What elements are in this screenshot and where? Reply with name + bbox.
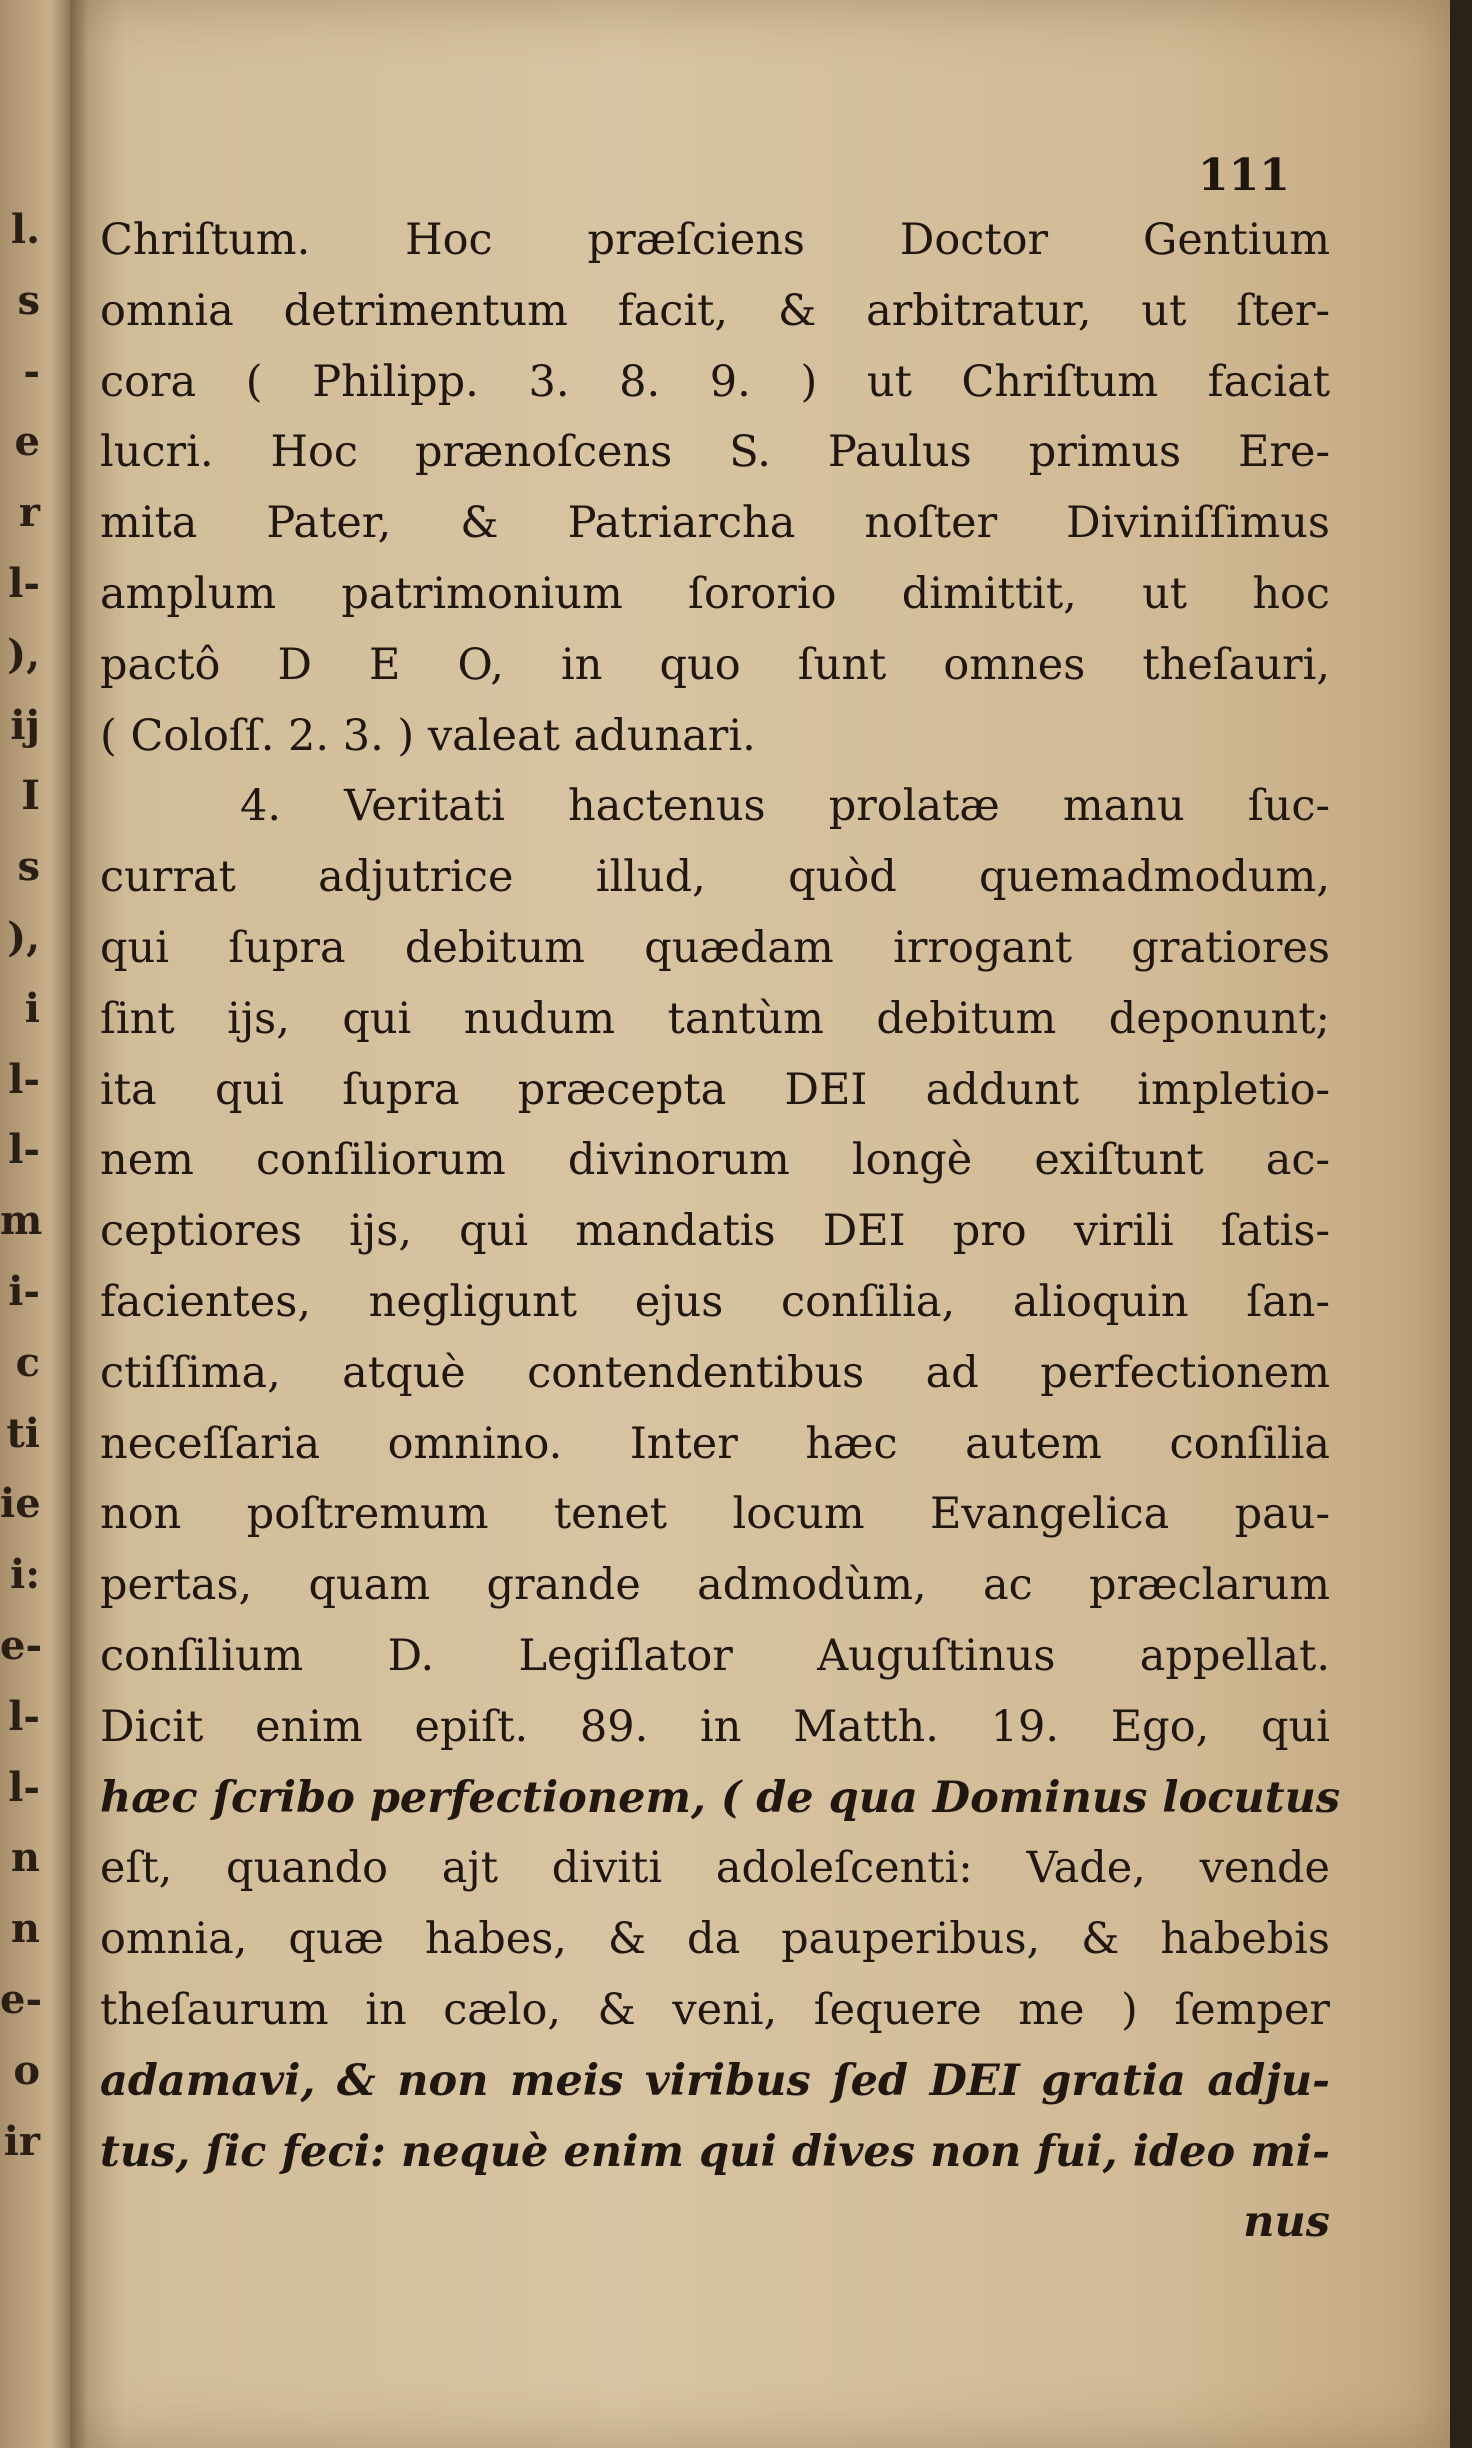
text-line: lucri. Hoc prænoſcens S. Paulus primus Ere- <box>100 427 1330 478</box>
left-page-fragment: n <box>10 1905 40 1953</box>
left-page-fragment: l. <box>10 206 40 253</box>
text-line: facientes, negligunt ejus conſilia, alioquin ſan- <box>100 1276 1330 1327</box>
left-page-fragment: ), <box>7 914 40 961</box>
left-page-fragment: e <box>14 418 40 466</box>
page-gutter-shadow <box>70 0 88 2448</box>
left-page-fragment: i: <box>10 1551 40 1599</box>
left-page-fragment: l- <box>8 1692 40 1740</box>
text-line: ctiſſima, atquè contendentibus ad perfectionem <box>100 1347 1330 1398</box>
italic-quote-line: hæc ſcribo perfectionem, ( de qua Dominus locutus <box>100 1772 1341 1823</box>
text-line: ſint ijs, qui nudum tantùm debitum deponunt; <box>100 993 1330 1044</box>
left-page-edge <box>0 0 72 2448</box>
left-page-fragment: c <box>15 1338 40 1386</box>
left-page-fragment: l- <box>8 1763 40 1811</box>
text-line: cora ( Philipp. 3. 8. 9. ) ut Chriſtum faciat <box>100 356 1330 407</box>
left-page-fragment: o <box>13 2046 40 2094</box>
left-page-fragment: ti <box>6 1409 40 1457</box>
paragraph-start-line: 4. Veritati hactenus prolatæ manu ſuc- <box>240 781 1330 832</box>
left-page-fragment: i- <box>8 1268 40 1315</box>
catchword: nus <box>1243 2197 1330 2248</box>
page-text <box>100 205 1341 2258</box>
text-line: nem conſiliorum divinorum longè exiſtunt ac- <box>100 1135 1330 1186</box>
left-page-fragment: r <box>18 489 40 537</box>
text-line: ( Coloſſ. 2. 3. ) valeat adunari. <box>100 710 756 761</box>
text-line: mita Pater, & Patriarcha noſter Diviniſſimus <box>100 498 1330 549</box>
right-edge <box>1450 0 1472 2448</box>
left-page-fragment: n <box>10 1834 40 1882</box>
text-line: omnia, quæ habes, & da pauperibus, & habebis <box>100 1914 1330 1965</box>
text-line: qui ſupra debitum quædam irrogant gratiores <box>100 922 1330 973</box>
left-page-fragment: I <box>21 772 40 820</box>
left-page-fragment: ie <box>0 1480 41 1528</box>
text-line: ceptiores ijs, qui mandatis DEI pro virili ſatis- <box>100 1206 1330 1257</box>
text-line: pactô D E O, in quo ſunt omnes theſauri, <box>100 639 1330 690</box>
left-page-fragment: l- <box>8 560 40 607</box>
text-line: ita qui ſupra præcepta DEI addunt impletio- <box>100 1064 1330 1115</box>
italic-quote-line: adamavi, & non meis viribus ſed DEI gratia adju- <box>100 2055 1330 2106</box>
left-page-fragment: s <box>17 843 40 891</box>
book-page <box>70 0 1450 2448</box>
left-page-fragment: ij <box>10 701 40 749</box>
page-number: 111 <box>1198 150 1290 201</box>
left-page-fragment: e- <box>0 1976 43 2023</box>
text-line: omnia detrimentum facit, & arbitratur, ut ſter- <box>100 285 1330 336</box>
text-line: pertas, quam grande admodùm, ac præclarum <box>100 1560 1330 1611</box>
left-page-fragment: ), <box>7 630 40 678</box>
text-line: theſaurum in cælo, & veni, ſequere me ) ſemper <box>100 1984 1330 2035</box>
italic-quote-line: tus, ſic feci: nequè enim qui dives non fui, ideo mi- <box>100 2126 1330 2177</box>
left-page-fragment: s <box>17 276 40 324</box>
text-line: Chriſtum. Hoc præſciens Doctor Gentium <box>100 215 1330 265</box>
left-page-fragment: l- <box>8 1126 40 1174</box>
text-line: amplum patrimonium ſororio dimittit, ut hoc <box>100 568 1330 619</box>
left-page-fragment: - <box>23 347 40 395</box>
left-page-fragment: m <box>0 1197 43 1245</box>
text-line: currat adjutrice illud, quòd quemadmodum, <box>100 852 1330 903</box>
text-line: non poſtremum tenet locum Evangelica pau- <box>100 1489 1330 1540</box>
left-page-fragment: l- <box>8 1055 40 1103</box>
left-page-fragment: i <box>24 984 40 1032</box>
left-page-fragment: ir <box>3 2117 40 2165</box>
left-page-fragment: e- <box>0 1622 43 1669</box>
text-line: eſt, quando ajt diviti adoleſcenti: Vade, vende <box>100 1843 1330 1894</box>
text-line: neceſſaria omnino. Inter hæc autem conſilia <box>100 1418 1330 1469</box>
text-line: conſilium D. Legiſlator Auguſtinus appellat. <box>100 1630 1330 1681</box>
text-line: Dicit enim epiſt. 89. in Matth. 19. Ego, qui <box>100 1701 1330 1752</box>
